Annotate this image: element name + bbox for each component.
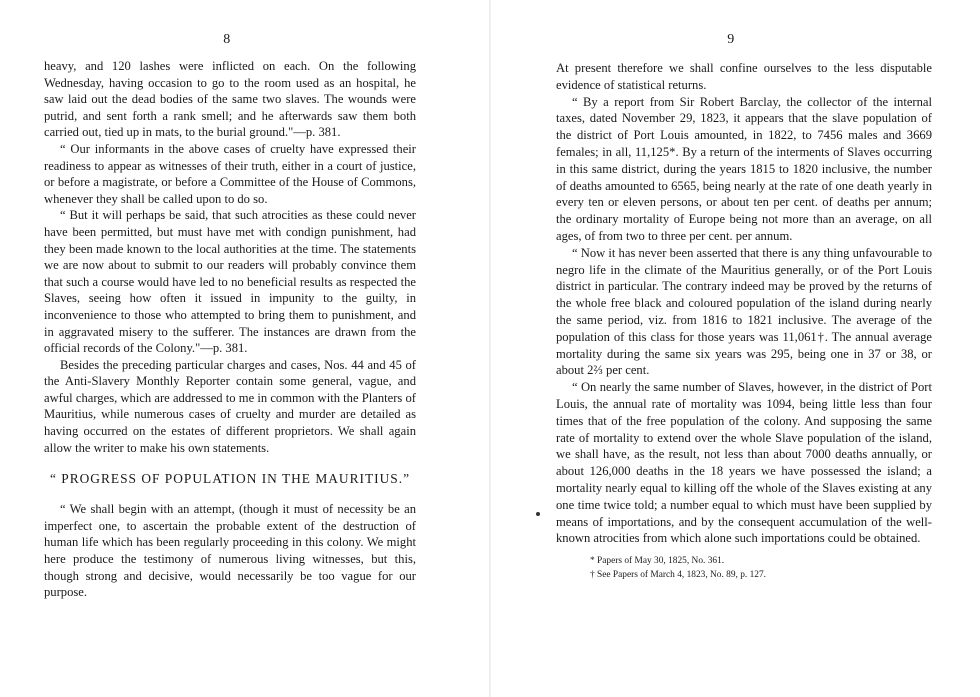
page-number: 8 [223, 32, 231, 47]
paragraph: “ Now it has never been asserted that there is any thing unfavourable to negro life in the climate of the Mauritius generally, or of the Port Louis district in particular. The contrary indeed may be proved by the returns of the whole free black and coloured population of the island during nearly the same period, viz. from 1816 to 1821 inclusive. The average of the population of this class for those years was 11,061†. The annual average mortality during the same six years was 295, being one in 37 or 38, or about 2⅔ per cent. [556, 245, 932, 378]
footnotes [556, 555, 932, 582]
paragraph: “ On nearly the same number of Slaves, however, in the district of Port Louis, the annual rate of mortality was 1094, being little less than four times that of the free population of the colony. And supposing the same rate of mortality to extend over the whole Slave population of the island, we shall have, as the result, not less than about 7000 deaths annually, or about 126,000 deaths in the 18 years we have possessed the island; a mortality nearly equal to killing off the whole of the Slaves existing at any one time twice told; a number equal to which must have been supplied by means of importations, and by the consequent accumulation of the well-known atrocities from which alone such importations could be obtained. [556, 380, 932, 546]
paragraph: At present therefore we shall confine ourselves to the less disputable evidence of statistical returns. [556, 61, 932, 92]
paragraph: “ By a report from Sir Robert Barclay, the collector of the internal taxes, dated November 29, 1823, it appears that the slave population of the district of Port Louis amounted, in 1822, to 7456 males and 3669 females; in all, 11,125*. By a return of the interments of Slaves occurring in this same district, during the years 1815 to 1820 inclusive, the number of deaths amounted to 6565, being nearly at the rate of one death yearly in every ten or eleven persons, or about ten per cent. of deaths per annum; the ordinary mortality of Europe being not more than an average, on all ages, of from two to three per cent. per annum. [556, 94, 932, 243]
footnote: * Papers of May 30, 1825, No. 361. [590, 556, 725, 567]
paragraph: “ Our informants in the above cases of cruelty have expressed their readiness to appear as witnesses of their truth, either in a court of justice, or before a magistrate, or before a Committee of the House of Commons, whenever they shall be called upon to do so. [44, 141, 416, 206]
section-heading: “ PROGRESS OF POPULATION IN THE MAURITIUS.” [49, 471, 411, 487]
paragraph: Besides the preceding particular charges and cases, Nos. 44 and 45 of the Anti-Slavery Monthly Reporter contain some general, vague, and awful charges, which are addressed to me in common with the Planters of Mauritius, while numerous cases of cruelty and murder are detailed as having occurred on the estates of different proprietors. We shall again allow the writer to make his own statements. [44, 357, 416, 455]
page-number: 9 [727, 32, 735, 47]
text-column [44, 58, 416, 601]
paragraph: “ But it will perhaps be said, that such atrocities as these could never have been permitted, but must have met with condign punishment, had they been made known to the local authorities at the time. The statements we are now about to submit to our readers will probably convince them that such a course would have led to no beneficial results as respected the Slaves, seeing how often it issued in impunity to the guilty, in inconvenience to those who attempted to bring them to punishment, and in aggravated misery to the sufferer. The instances are drawn from the official records of the Colony."—p. 381. [44, 208, 416, 356]
paragraph: “ We shall begin with an attempt, (though it must of necessity be an imperfect one, to ascertain the probable extent of the destruction of human life which has been regularly proceeding in this colony. We might here produce the testimony of numerous living witnesses, but this, though strong and decisive, would necessarily be too vague for our purpose. [44, 502, 416, 600]
text-column [556, 60, 932, 582]
right-page [490, 0, 980, 697]
paragraph: heavy, and 120 lashes were inflicted on each. On the following Wednesday, having occasion to go to the room used as an hospital, he saw laid out the dead bodies of the same two slaves. The wounds were putrid, and sent forth a rank smell; and he afterwards saw them both carried out, tied up in mats, to the burial ground."—p. 381. [44, 59, 416, 140]
footnote: † See Papers of March 4, 1823, No. 89, p. 127. [590, 569, 767, 580]
